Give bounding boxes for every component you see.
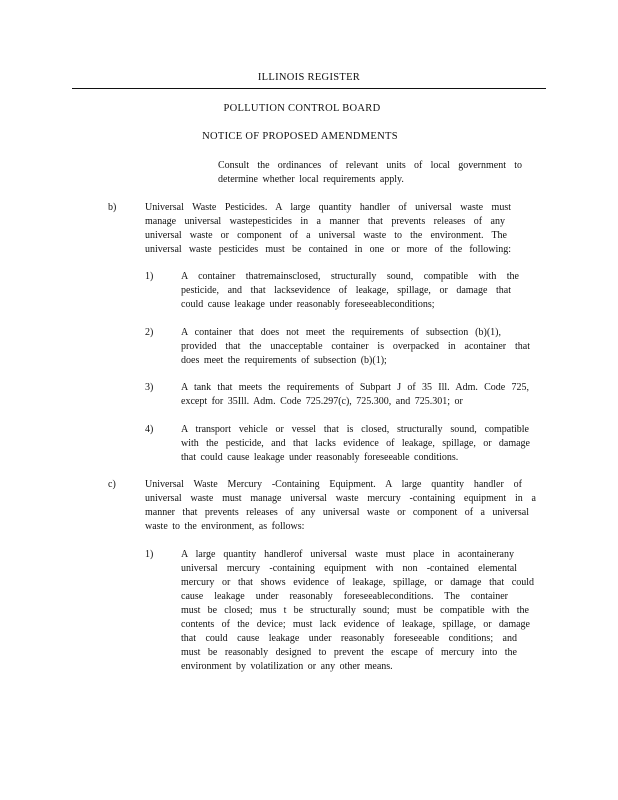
item-c1-label: 1) (145, 549, 154, 560)
item-b1-line: could cause leakage under reasonably foreseeableconditions; (181, 299, 435, 310)
item-b2-label: 2) (145, 327, 154, 338)
item-b4-line: with the pesticide, and that lacks evidence of leakage, spillage, or damage (181, 438, 530, 449)
item-c1-line: contents of the device; must lack evidence of leakage, spillage, or damage (181, 619, 530, 630)
intro-line: determine whether local requirements apply. (218, 174, 404, 185)
item-b2-line: provided that the unacceptable container is overpacked in acontainer that (181, 341, 530, 352)
item-c1-line: must be reasonably designed to prevent the escape of mercury into the (181, 647, 517, 658)
section-b-label: b) (108, 202, 117, 213)
item-b4-label: 4) (145, 424, 154, 435)
item-b4-line: A transport vehicle or vessel that is closed, structurally sound, compatible (181, 424, 529, 435)
item-b2-line: A container that does not meet the requirements of subsection (b)(1), (181, 327, 501, 338)
item-b4-line: that could cause leakage under reasonably foreseeable conditions. (181, 452, 459, 463)
item-c1-line: A large quantity handlerof universal waste must place in acontainerany (181, 549, 514, 560)
section-b-line: manage universal wastepesticides in a manner that prevents releases of any (145, 216, 505, 227)
header-rule (72, 88, 546, 89)
item-c1-line: that could cause leakage under reasonably foreseeable conditions; and (181, 633, 517, 644)
section-c-line: manner that prevents releases of any universal waste or component of a universal (145, 507, 529, 518)
section-c-label: c) (108, 479, 116, 490)
item-c1-line: mercury or that shows evidence of leakage, spillage, or damage that could (181, 577, 534, 588)
section-c-line: waste to the environment, as follows: (145, 521, 305, 532)
item-b1-line: pesticide, and that lacksevidence of leakage, spillage, or damage that (181, 285, 511, 296)
item-b1-line: A container thatremainsclosed, structurally sound, compatible with the (181, 271, 519, 282)
item-b3-label: 3) (145, 382, 154, 393)
section-b-line: Universal Waste Pesticides. A large quantity handler of universal waste must (145, 202, 511, 213)
item-b2-line: does meet the requirements of subsection (b)(1); (181, 355, 387, 366)
board-header: POLLUTION CONTROL BOARD (223, 103, 381, 114)
register-header: ILLINOIS REGISTER (257, 72, 361, 83)
item-c1-line: environment by volatilization or any other means. (181, 661, 393, 672)
section-c-line: Universal Waste Mercury -Containing Equipment. A large quantity handler of (145, 479, 522, 490)
section-c-line: universal waste must manage universal waste mercury -containing equipment in a (145, 493, 536, 504)
item-c1-line: universal mercury -containing equipment with non -contained elemental (181, 563, 517, 574)
intro-line: Consult the ordinances of relevant units of local government to (218, 160, 522, 171)
item-b3-line: A tank that meets the requirements of Subpart J of 35 Ill. Adm. Code 725, (181, 382, 529, 393)
item-c1-line: cause leakage under reasonably foreseeableconditions. The container (181, 591, 508, 602)
item-c1-line: must be closed; mus t be structurally sound; must be compatible with the (181, 605, 529, 616)
section-b-line: universal waste or component of a universal waste to the environment. The (145, 230, 507, 241)
item-b3-line: except for 35Ill. Adm. Code 725.297(c), 725.300, and 725.301; or (181, 396, 463, 407)
item-b1-label: 1) (145, 271, 154, 282)
notice-header: NOTICE OF PROPOSED AMENDMENTS (202, 131, 398, 142)
section-b-line: universal waste pesticides must be contained in one or more of the following: (145, 244, 511, 255)
